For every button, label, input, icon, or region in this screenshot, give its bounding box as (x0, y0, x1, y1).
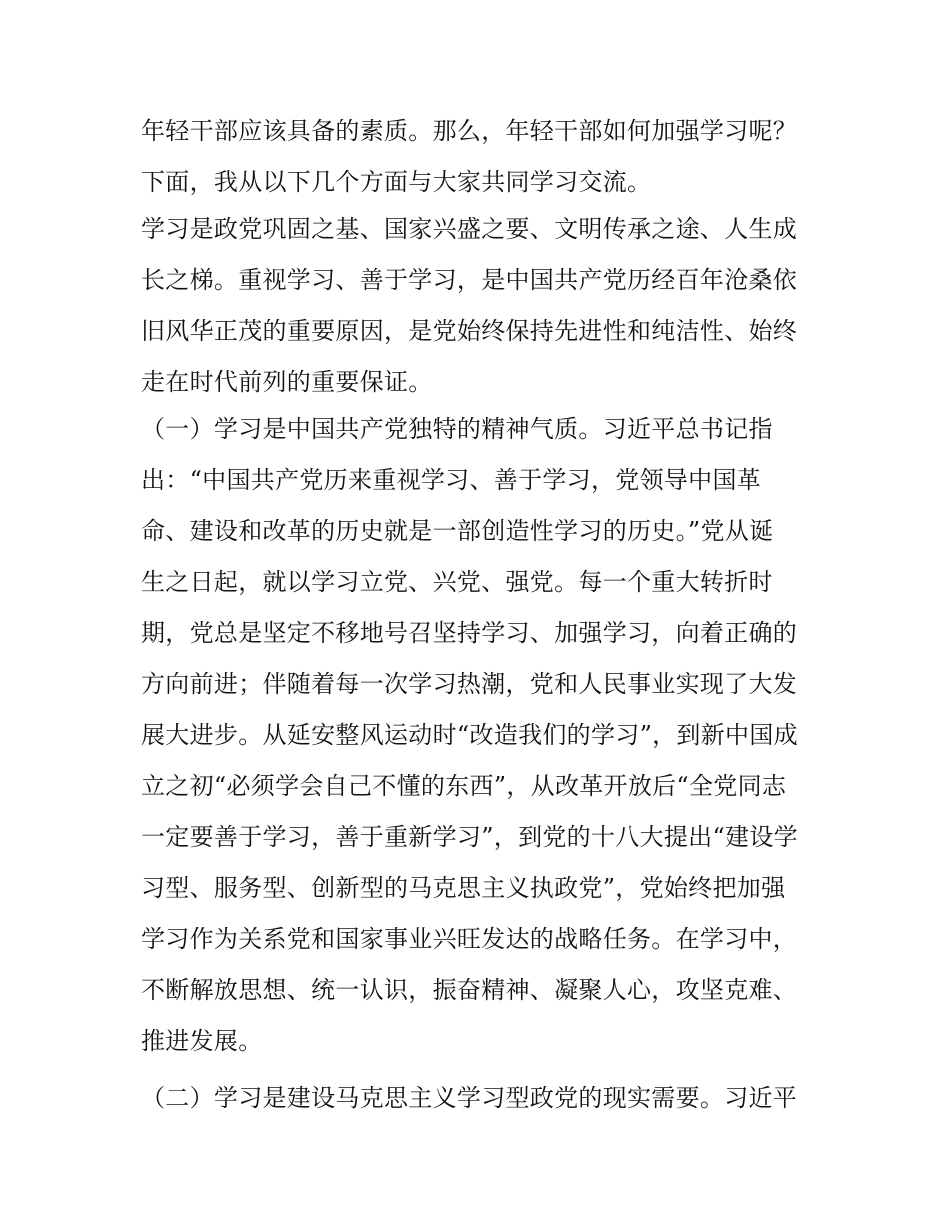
body-line: 推进发展。 (141, 1027, 263, 1055)
body-line: 走在时代前列的重要保证。 (141, 368, 433, 396)
body-line: 展大进步。从延安整风运动时“改造我们的学习”，到新中国成 (141, 721, 798, 749)
body-line: 命、建设和改革的历史就是一部创造性学习的历史。”党从诞 (141, 517, 774, 545)
section-heading-line: （二）学习是建设马克思主义学习型政党的现实需要。习近平 (141, 1084, 798, 1112)
body-line: 旧风华正茂的重要原因，是党始终保持先进性和纯洁性、始终 (141, 317, 798, 345)
body-line: 生之日起，就以学习立党、兴党、强党。每一个重大转折时 (141, 568, 773, 596)
body-line: 期，党总是坚定不移地号召坚持学习、加强学习，向着正确的 (141, 619, 798, 647)
body-line: 学习作为关系党和国家事业兴旺发达的战略任务。在学习中， (141, 925, 798, 953)
body-line: 一定要善于学习，善于重新学习”，到党的十八大提出“建设学 (141, 823, 798, 851)
body-line: 长之梯。重视学习、善于学习，是中国共产党历经百年沧桑依 (141, 266, 798, 294)
document-body (141, 106, 821, 1124)
section-heading-line: （一）学习是中国共产党独特的精神气质。习近平总书记指 (141, 415, 773, 443)
body-line: 年轻干部应该具备的素质。那么，年轻干部如何加强学习呢？ (141, 117, 798, 145)
body-line: 方向前进；伴随着每一次学习热潮，党和人民事业实现了大发 (141, 670, 798, 698)
body-line: 立之初“必须学会自己不懂的东西”，从改革开放后“全党同志 (141, 772, 787, 800)
body-line: 不断解放思想、统一认识，振奋精神、凝聚人心，攻坚克难、 (141, 976, 798, 1004)
body-line: 学习是政党巩固之基、国家兴盛之要、文明传承之途、人生成 (141, 215, 798, 243)
body-line: 习型、服务型、创新型的马克思主义执政党”，党始终把加强 (141, 874, 786, 902)
body-line: 下面，我从以下几个方面与大家共同学习交流。 (141, 168, 652, 196)
body-line: 出：“中国共产党历来重视学习、善于学习，党领导中国革 (141, 466, 762, 494)
